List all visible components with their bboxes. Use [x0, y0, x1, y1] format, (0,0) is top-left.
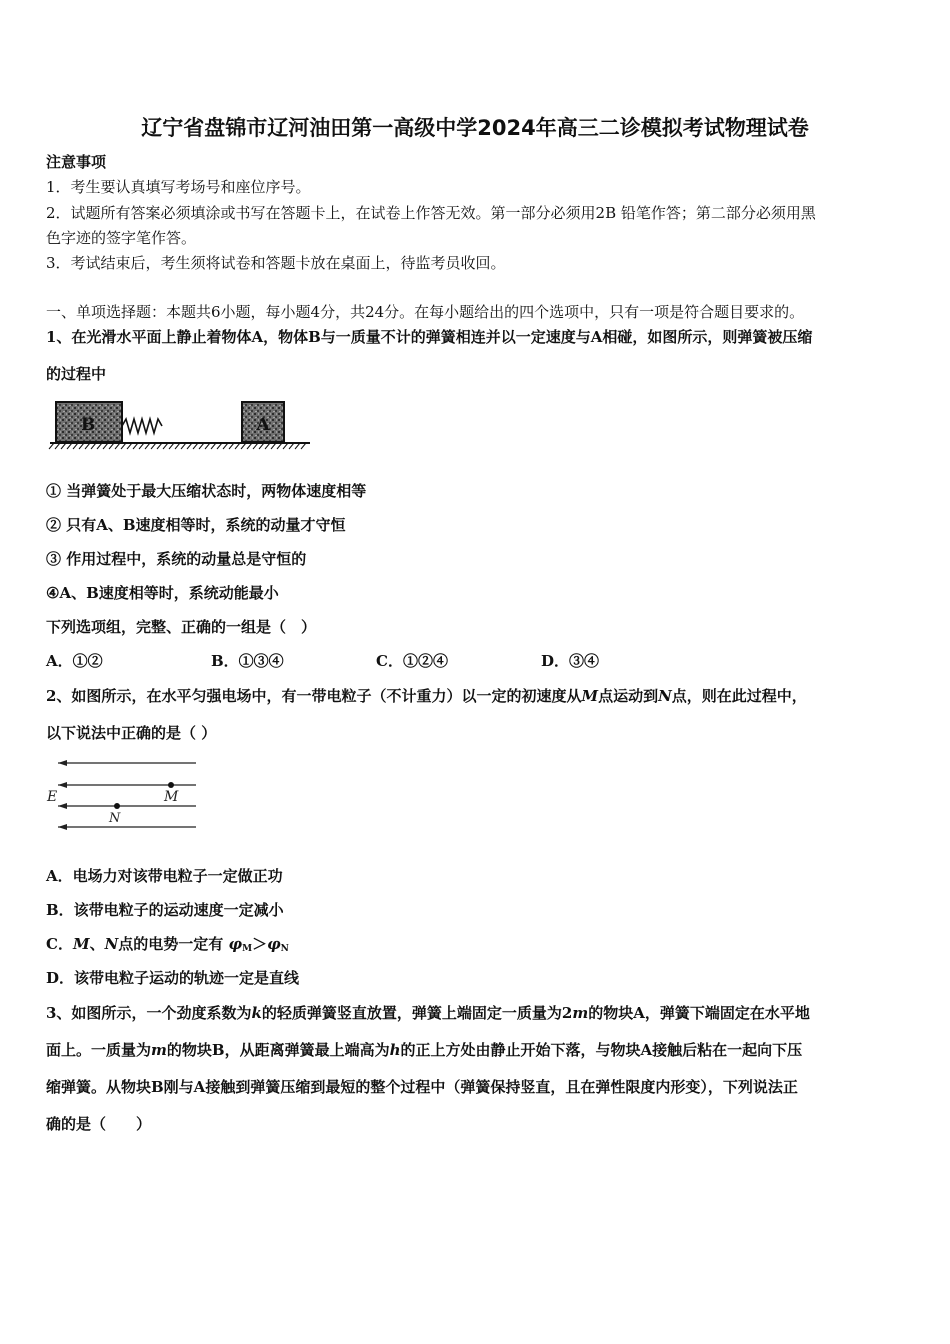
q1-statement: ④A、B速度相等时，系统动能最小	[46, 584, 279, 602]
field-arrow	[58, 760, 67, 766]
point-n-label: N	[109, 811, 121, 826]
q3-stem: 确的是（ ）	[46, 1115, 152, 1133]
q3-stem: 3、如图所示，一个劲度系数为k的轻质弹簧竖直放置，弹簧上端固定一质量为2m的物块A，弹簧下端固定在水平地	[46, 1004, 810, 1022]
field-label: E	[47, 789, 58, 805]
block-b-label: B	[80, 415, 96, 435]
field-arrow	[58, 824, 67, 830]
q2-option-b[interactable]: B．该带电粒子的运动速度一定减小	[46, 901, 284, 919]
notice-item: 2．试题所有答案必须填涂或书写在答题卡上，在试卷上作答无效。第一部分必须用2B 铅笔作答；第二部分必须用黑	[46, 204, 816, 222]
q2-option-d[interactable]: D．该带电粒子运动的轨迹一定是直线	[46, 969, 300, 987]
block-a	[242, 402, 284, 442]
q1-option-b[interactable]: B．①③④	[211, 652, 284, 670]
q2-option-c[interactable]: C．M、N点的电势一定有 $\varphi_M>\varphi_N$	[46, 935, 289, 954]
q1-option-d[interactable]: D．③④	[541, 652, 600, 670]
q2-option-a[interactable]: A．电场力对该带电粒子一定做正功	[46, 867, 283, 885]
q2-stem: 2、如图所示，在水平匀强电场中，有一带电粒子（不计重力）以一定的初速度从M点运动到N点，则在此过程中，	[46, 687, 807, 705]
q1-statement: ② 只有A、B速度相等时，系统的动量才守恒	[46, 516, 346, 534]
notice-item: 3．考试结束后，考生须将试卷和答题卡放在桌面上，待监考员收回。	[46, 254, 506, 272]
q1-figure	[44, 395, 314, 455]
q1-option-a[interactable]: A．①②	[46, 652, 103, 670]
q3-stem: 缩弹簧。从物块B刚与A接触到弹簧压缩到最短的整个过程中（弹簧保持竖直，且在弹性限度内形变），下列说法正	[46, 1078, 798, 1096]
notice-item: 1．考生要认真填写考场号和座位序号。	[46, 178, 311, 196]
point-n	[114, 803, 120, 809]
point-m-label: M	[164, 789, 179, 805]
q1-stem: 的过程中	[46, 365, 107, 383]
notice-item: 色字迹的签字笔作答。	[46, 229, 197, 247]
q3-stem: 面上。一质量为m的物块B，从距离弹簧最上端高为h的正上方处由静止开始下落，与物块A接触后粘在一起向下压	[46, 1041, 803, 1059]
q2-figure	[44, 755, 204, 835]
block-a-label: A	[256, 415, 270, 435]
section-heading: 一、单项选择题：本题共6小题，每小题4分，共24分。在每小题给出的四个选项中，只有一项是符合题目要求的。	[46, 303, 805, 321]
q1-statement: ③ 作用过程中，系统的动量总是守恒的	[46, 550, 307, 568]
q1-stem: 1、在光滑水平面上静止着物体A，物体B与一质量不计的弹簧相连并以一定速度与A相碰，如图所示，则弹簧被压缩	[46, 328, 813, 346]
q1-prompt: 下列选项组，完整、正确的一组是（ ）	[46, 618, 317, 636]
q1-option-c[interactable]: C．①②④	[376, 652, 448, 670]
point-m	[168, 782, 174, 788]
notice-heading: 注意事项	[46, 153, 107, 171]
q1-statement: ① 当弹簧处于最大压缩状态时，两物体速度相等	[46, 482, 367, 500]
q2-stem: 以下说法中正确的是（ ）	[46, 724, 217, 742]
page-title: 辽宁省盘锦市辽河油田第一高级中学2024年高三二诊模拟考试物理试卷	[141, 116, 809, 140]
field-arrow	[58, 782, 67, 788]
block-b	[56, 402, 122, 442]
field-arrow	[58, 803, 67, 809]
spring	[122, 419, 162, 433]
